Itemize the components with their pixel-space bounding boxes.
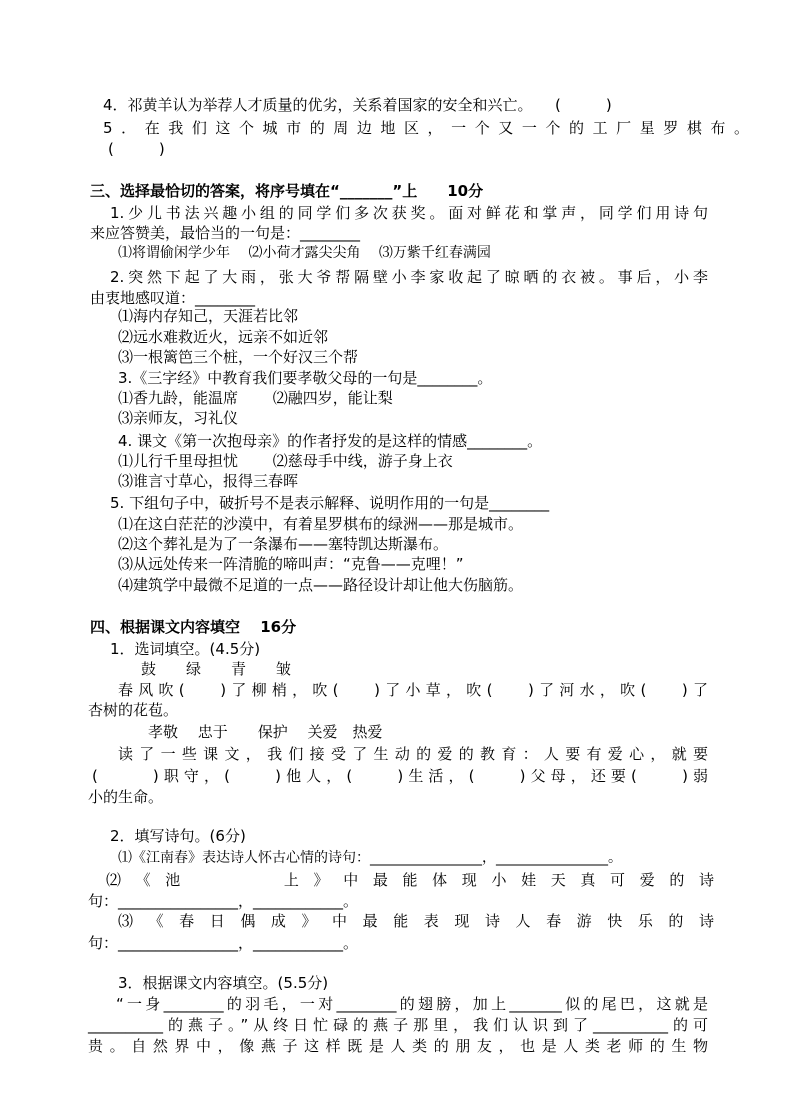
- s3-q5-option-2: ⑵这个葬礼是为了一条瀑布——塞特凯达斯瀑布。: [118, 535, 449, 553]
- section-3-heading: 三、选择最恰切的答案，将序号填在“_______”上 10分: [90, 182, 484, 200]
- s4-p3-line2: __________的燕子。”从终日忙碌的燕子那里，我们认识到了__________的可: [88, 1016, 708, 1034]
- s3-q4-options-1-2: ⑴儿行千里母担忧 ⑵慈母手中线，游子身上衣: [118, 452, 453, 470]
- s3-q5-option-3: ⑶从远处传来一阵清脆的啼叫声：“克鲁——克哩！”: [118, 555, 464, 573]
- s3-q2-option-2: ⑵远水难救近火，远亲不如近邻: [118, 328, 329, 346]
- s3-q2-line1: 2.突然下起了大雨，张大爷帮隔壁小李家收起了晾晒的衣被。事后，小李: [110, 268, 708, 286]
- s4-p1-sentence2-line2: ( )职守，( )他人，( )生活，( )父母，还要( )弱: [92, 767, 708, 785]
- s3-q2-line2: 由衷地感叹道：________: [90, 289, 256, 307]
- s4-p1-sentence2-line3: 小的生命。: [88, 788, 164, 806]
- s3-q2-option-3: ⑶一根篱笆三个桩，一个好汉三个帮: [118, 348, 359, 366]
- s3-q3-line1: 3.《三字经》中教育我们要孝敬父母的一句是________。: [118, 369, 493, 387]
- s4-p3-line3: 贵。自然界中，像燕子这样既是人类的朋友，也是人类老师的生物: [88, 1037, 708, 1055]
- s4-p2-line1: ⑴《江南春》表达诗人怀古心情的诗句：________________，________________。: [118, 850, 622, 866]
- s3-q5-line1: 5. 下组句子中，破折号不是表示解释、说明作用的一句是________: [110, 494, 550, 512]
- section-4-heading: 四、根据课文内容填空 16分: [90, 618, 297, 636]
- s4-p2-line5: 句：________________，____________。: [88, 934, 359, 952]
- s4-p3-line1: “一身________的羽毛，一对________的翅膀，加上_______似的尾巴，这就是: [116, 995, 708, 1013]
- s3-q4-line1: 4. 课文《第一次抱母亲》的作者抒发的是这样的情感________。: [118, 432, 543, 450]
- s4-p2-line3: 句：________________，____________。: [88, 892, 359, 910]
- s3-q1-line2: 来应答赞美，最恰当的一句是：________: [90, 224, 361, 242]
- s4-p1-word-bank-1: 鼓 绿 青 皱: [141, 660, 292, 678]
- item-5-answer-paren: ( ): [108, 140, 165, 158]
- item-5: 5．在我们这个城市的周边地区，一个又一个的工厂星罗棋布。: [103, 119, 749, 137]
- s4-p2-label: 2．填写诗句。(6分): [110, 827, 246, 845]
- s3-q1-line1: 1.少儿书法兴趣小组的同学们多次获奖。面对鲜花和掌声，同学们用诗句: [110, 204, 708, 222]
- s3-q4-option-3: ⑶谁言寸草心，报得三春晖: [118, 472, 299, 490]
- s4-p2-line4: ⑶《春日偶成》中最能表现诗人春游快乐的诗: [118, 912, 714, 930]
- s4-p1-sentence1-line2: 杏树的花苞。: [88, 701, 179, 719]
- s4-p1-label: 1．选词填空。(4.5分): [110, 640, 261, 658]
- s4-p2-line2: ⑵《池 上》中最能体现小娃天真可爱的诗: [106, 871, 714, 889]
- s4-p1-word-bank-2: 孝敬 忠于 保护 关爱 热爱: [148, 723, 383, 741]
- item-4: 4．祁黄羊认为举荐人才质量的优劣，关系着国家的安全和兴亡。 ( ): [103, 96, 612, 114]
- s3-q3-option-3: ⑶亲师友，习礼仪: [118, 409, 239, 427]
- s4-p1-sentence1-line1: 春风吹( )了柳梢，吹( )了小草，吹( )了河水，吹( )了: [118, 681, 708, 699]
- s3-q2-option-1: ⑴海内存知己，天涯若比邻: [118, 307, 299, 325]
- s3-q3-options-1-2: ⑴香九龄，能温席 ⑵融四岁，能让梨: [118, 389, 393, 407]
- s4-p1-sentence2-line1: 读了一些课文，我们接受了生动的爱的教育：人要有爱心，就要: [118, 745, 708, 763]
- s3-q5-option-1: ⑴在这白茫茫的沙漠中，有着星罗棋布的绿洲——那是城市。: [118, 515, 524, 533]
- s4-p3-label: 3．根据课文内容填空。(5.5分): [118, 974, 329, 992]
- s3-q5-option-4: ⑷建筑学中最微不足道的一点——路径设计却让他大伤脑筋。: [118, 576, 524, 594]
- s3-q1-options: ⑴将谓偷闲学少年 ⑵小荷才露尖尖角 ⑶万紫千红春满园: [118, 245, 491, 261]
